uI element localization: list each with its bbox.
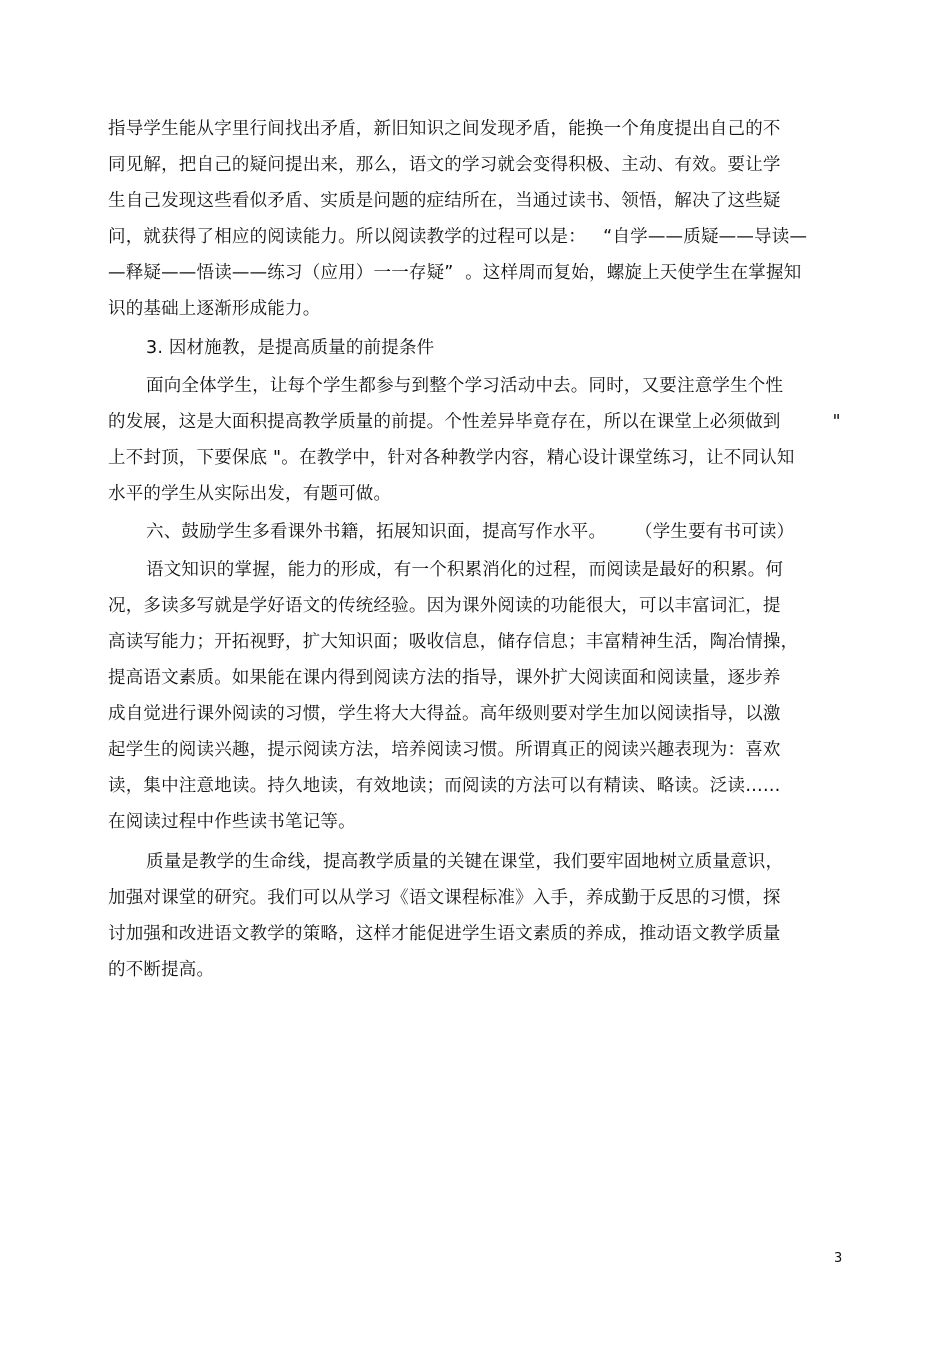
text-line: 起学生的阅读兴趣，提示阅读方法，培养阅读习惯。所谓真正的阅读兴趣表现为：喜欢 bbox=[108, 740, 781, 760]
text-line: 指导学生能从字里行间找出矛盾，新旧知识之间发现矛盾，能换一个角度提出自己的不 bbox=[108, 119, 781, 139]
text-line: 讨加强和改进语文教学的策略，这样才能促进学生语文素质的养成，推动语文教学质量 bbox=[108, 924, 781, 944]
text-line: 在阅读过程中作些读书笔记等。 bbox=[108, 812, 356, 832]
text-line: 读，集中注意地读。持久地读，有效地读；而阅读的方法可以有精读、略读。泛读…… bbox=[108, 776, 781, 796]
text-line: 成自觉进行课外阅读的习惯，学生将大大得益。高年级则要对学生加以阅读指导，以激 bbox=[108, 704, 781, 724]
text-line: 的发展，这是大面积提高教学质量的前提。个性差异毕竟存在，所以在课堂上必须做到 " bbox=[108, 412, 841, 432]
text-line: 加强对课堂的研究。我们可以从学习《语文课程标准》入手，养成勤于反思的习惯，探 bbox=[108, 888, 781, 908]
text-line: 语文知识的掌握，能力的形成，有一个积累消化的过程，而阅读是最好的积累。何 bbox=[146, 560, 784, 580]
page-number: 3 bbox=[834, 1251, 843, 1266]
text-line: 提高语文素质。如果能在课内得到阅读方法的指导，课外扩大阅读面和阅读量，逐步养 bbox=[108, 668, 781, 688]
text-line: 面向全体学生，让每个学生都参与到整个学习活动中去。同时，又要注意学生个性 bbox=[146, 376, 784, 396]
text-line: 高读写能力；开拓视野，扩大知识面；吸收信息，储存信息；丰富精神生活，陶冶情操， bbox=[108, 632, 799, 652]
text-line: 同见解，把自己的疑问提出来，那么，语文的学习就会变得积极、主动、有效。要让学 bbox=[108, 155, 781, 175]
text-line: 质量是教学的生命线，提高教学质量的关键在课堂，我们要牢固地树立质量意识， bbox=[146, 852, 784, 872]
text-line: 生自己发现这些看似矛盾、实质是问题的症结所在，当通过读书、领悟，解决了这些疑 bbox=[108, 191, 781, 211]
text-line: —释疑——悟读——练习（应用）一一存疑” 。这样周而复始，螺旋上天使学生在掌握知 bbox=[108, 263, 802, 283]
text-line: 上不封顶，下要保底 "。在教学中，针对各种教学内容，精心设计课堂练习，让不同认知 bbox=[108, 448, 795, 468]
text-line: 3. 因材施教，是提高质量的前提条件 bbox=[146, 338, 435, 358]
text-line: 问，就获得了相应的阅读能力。所以阅读教学的过程可以是： “自学——质疑——导读— bbox=[108, 227, 808, 247]
text-line: 况，多读多写就是学好语文的传统经验。因为课外阅读的功能很大，可以丰富词汇，提 bbox=[108, 596, 781, 616]
text-line: 水平的学生从实际出发，有题可做。 bbox=[108, 484, 392, 504]
text-line: 的不断提高。 bbox=[108, 960, 215, 980]
text-line: 六、鼓励学生多看课外书籍，拓展知识面，提高写作水平。 （学生要有书可读） bbox=[146, 522, 795, 542]
text-line: 识的基础上逐渐形成能力。 bbox=[108, 299, 321, 319]
